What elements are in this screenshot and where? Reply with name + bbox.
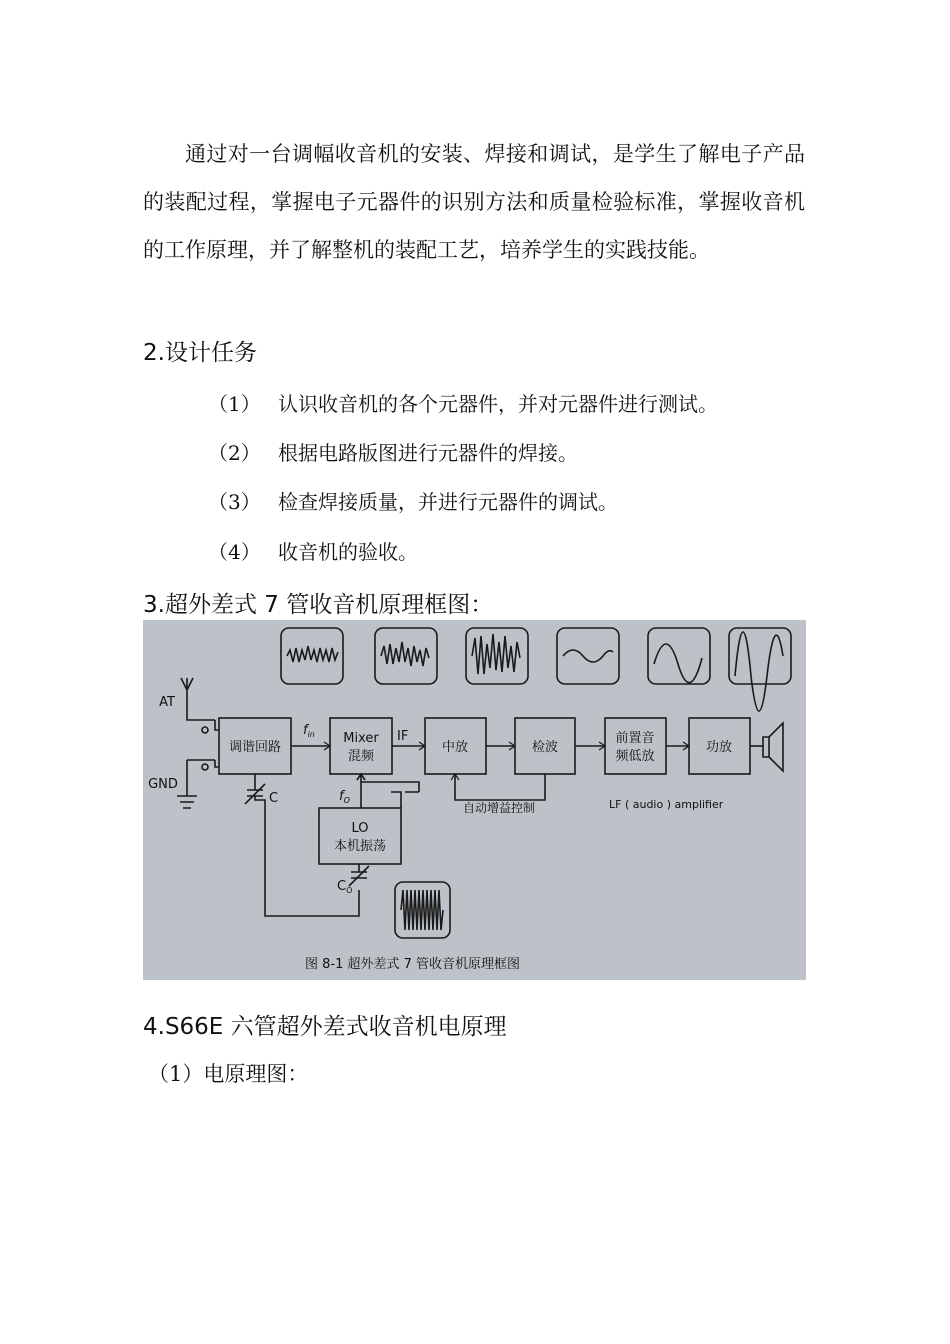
antenna-label: AT bbox=[159, 695, 175, 710]
task-item-1 bbox=[208, 388, 718, 417]
fin-label: $f_{in}$ bbox=[303, 723, 315, 739]
block-diagram bbox=[143, 620, 806, 980]
task-text: 检查焊接质量，并进行元器件的调试。 bbox=[278, 490, 618, 514]
waveform-preamp bbox=[654, 644, 702, 683]
block-lo-label-en: LO bbox=[351, 821, 369, 836]
capacitor-co-label: $C_O$ bbox=[337, 879, 353, 895]
waveform-mixed bbox=[381, 642, 429, 666]
section-4-heading: 4.S66E 六管超外差式收音机电原理 bbox=[143, 1014, 507, 1040]
waveform-power bbox=[735, 632, 783, 711]
block-lo-label-cn: 本机振荡 bbox=[333, 839, 387, 854]
antenna-terminal bbox=[202, 727, 208, 733]
waveform-detected bbox=[563, 650, 613, 662]
task-text: 认识收音机的各个元器件，并对元器件进行测试。 bbox=[278, 392, 718, 416]
section-3-heading: 3.超外差式 7 管收音机原理框图： bbox=[143, 592, 494, 618]
task-item-3 bbox=[208, 486, 618, 515]
task-number: （3） bbox=[208, 490, 261, 514]
waveform-box-power bbox=[729, 628, 791, 684]
lf-amplifier-label: LF ( audio ) amplifier bbox=[609, 798, 724, 811]
waveform-lo bbox=[401, 890, 443, 930]
waveform-rf bbox=[287, 646, 338, 662]
ground-icon bbox=[177, 760, 215, 808]
speaker-icon bbox=[763, 723, 783, 771]
diagram-caption: 图 8-1 超外差式 7 管收音机原理框图 bbox=[305, 957, 521, 972]
waveform-box-detected bbox=[557, 628, 619, 684]
capacitor-c-label: C bbox=[269, 791, 279, 806]
block-tuning-label: 调谐回路 bbox=[228, 740, 282, 755]
section-4-subheading: （1）电原理图： bbox=[148, 1062, 309, 1086]
task-item-2 bbox=[208, 437, 578, 466]
block-preamp-label-2: 频低放 bbox=[615, 749, 655, 764]
task-text: 根据电路版图进行元器件的焊接。 bbox=[278, 441, 578, 465]
task-item-4 bbox=[208, 536, 418, 565]
section-2-heading: 2.设计任务 bbox=[143, 340, 257, 366]
ground-terminal bbox=[202, 764, 208, 770]
task-number: （1） bbox=[208, 392, 261, 416]
fo-label: $f_O$ bbox=[339, 789, 350, 805]
block-mixer-label-cn: 混频 bbox=[347, 749, 375, 764]
if-label: IF bbox=[397, 729, 409, 744]
antenna-icon bbox=[181, 678, 215, 720]
block-if-amp-label: 中放 bbox=[441, 740, 469, 755]
agc-label: 自动增益控制 bbox=[462, 801, 536, 815]
task-number: （4） bbox=[208, 540, 261, 564]
block-local-oscillator bbox=[319, 808, 401, 864]
waveform-if bbox=[472, 634, 520, 674]
block-mixer bbox=[330, 718, 392, 774]
ground-label: GND bbox=[148, 777, 178, 792]
block-preamp-label-1: 前置音 bbox=[615, 731, 655, 746]
task-text: 收音机的验收。 bbox=[278, 540, 418, 564]
intro-paragraph: 通过对一台调幅收音机的安装、焊接和调试，是学生了解电子产品的装配过程，掌握电子元器件的识别方法和质量检验标准，掌握收音机的工作原理，并了解整机的装配工艺，培养学生的实践技能。 bbox=[143, 142, 805, 262]
task-number: （2） bbox=[208, 441, 261, 465]
block-diagram-photo bbox=[143, 620, 806, 980]
block-mixer-label-en: Mixer bbox=[343, 731, 379, 746]
block-preamp bbox=[605, 718, 666, 774]
block-power-amp-label: 功放 bbox=[705, 740, 733, 755]
block-detector-label: 检波 bbox=[531, 740, 559, 755]
